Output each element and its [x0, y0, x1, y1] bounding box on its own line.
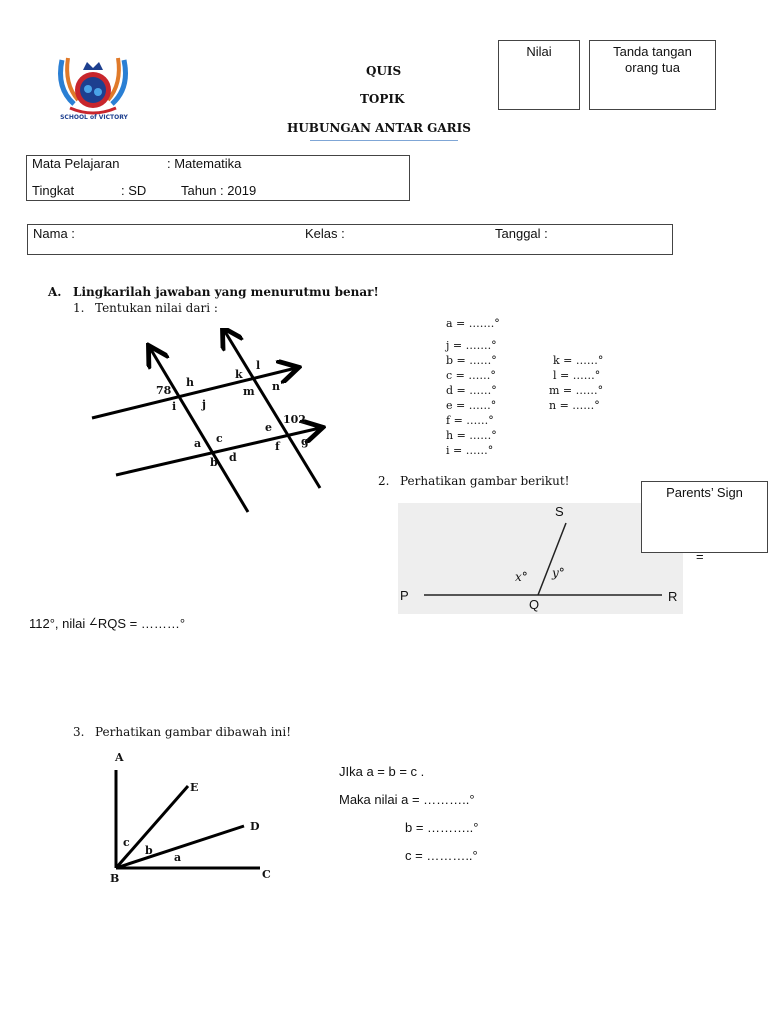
angle-102-label: 102: [283, 413, 306, 426]
score-box[interactable]: [498, 40, 580, 110]
answer-k[interactable]: k = ……°: [553, 354, 604, 367]
class-label: Kelas :: [305, 226, 345, 241]
level-label: Tingkat: [32, 183, 75, 198]
angle-n-label: n: [272, 380, 280, 393]
angle-g-label: g: [301, 435, 309, 448]
q2-statement: [29, 616, 185, 631]
angle-symbol: ∠: [88, 617, 98, 628]
point-p-label: P: [400, 588, 409, 603]
q2-number: 2.: [378, 474, 390, 488]
angle-78-label: 78: [156, 384, 172, 397]
angle-j-label: j: [202, 398, 206, 411]
point-q-label: Q: [529, 597, 540, 612]
angle-b-label: b: [210, 456, 218, 469]
quiz-title: QUIS: [366, 64, 402, 78]
q3-number: 3.: [73, 725, 85, 739]
q3-answer-b[interactable]: b = ………..°: [405, 820, 479, 835]
parallel-line-1: [92, 368, 296, 418]
point-d-label: D: [250, 820, 260, 833]
q3-text: Perhatikan gambar dibawah ini!: [95, 725, 292, 739]
point-e-label: E: [190, 781, 199, 794]
answer-a[interactable]: a = …….°: [446, 317, 500, 330]
q3-answer-c[interactable]: c = ………..°: [405, 848, 478, 863]
answer-c[interactable]: c = ……°: [446, 369, 496, 382]
topic-label: TOPIK: [360, 92, 405, 106]
q2-text: Perhatikan gambar berikut!: [400, 474, 570, 488]
angle-c-label: c: [216, 432, 223, 445]
school-name: SCHOOL of VICTORY: [60, 114, 128, 121]
q1-text: Tentukan nilai dari :: [95, 301, 218, 315]
angle-i-label: i: [172, 400, 177, 413]
school-logo: [52, 48, 134, 124]
angle-x-label: x°: [515, 570, 528, 584]
answer-b[interactable]: b = ……°: [446, 354, 497, 367]
overflow-equals: =: [696, 549, 704, 564]
date-label: Tanggal :: [495, 226, 548, 241]
q3-answer-a[interactable]: Maka nilai a = ………..°: [339, 792, 475, 807]
point-c-label: C: [262, 868, 271, 881]
line-qs: [538, 523, 566, 595]
angle-e-label: e: [265, 421, 272, 434]
answer-e[interactable]: e = ……°: [446, 399, 497, 412]
year-label: Tahun : 2019: [181, 183, 257, 198]
angle-b-small-label: b: [145, 844, 153, 857]
topic-title: HUBUNGAN ANTAR GARIS: [287, 121, 471, 135]
q3-condition: JIka a = b = c .: [339, 764, 425, 779]
angle-k-label: k: [235, 368, 243, 381]
angle-c-small-label: c: [123, 836, 130, 849]
parent-sign-box[interactable]: [589, 40, 716, 110]
transversal-line-1: [150, 348, 248, 512]
answer-d[interactable]: d = ……°: [446, 384, 497, 397]
angle-a-small-label: a: [174, 851, 182, 864]
q1-number: 1.: [73, 301, 85, 315]
level-value: : SD: [121, 183, 147, 198]
angle-l-label: l: [256, 359, 261, 372]
answer-h[interactable]: h = ……°: [446, 429, 497, 442]
angle-d-label: d: [229, 451, 237, 464]
parents-sign-box[interactable]: [641, 481, 768, 553]
answer-m[interactable]: m = ……°: [549, 384, 604, 397]
subject-value: : Matematika: [167, 156, 242, 171]
point-a-label: A: [115, 751, 124, 764]
answer-n[interactable]: n = ……°: [549, 399, 600, 412]
parent-sign-box-label: Tanda tangan orang tua: [613, 44, 692, 75]
answer-f[interactable]: f = ……°: [446, 414, 494, 427]
point-s-label: S: [555, 504, 564, 519]
angle-m-label: m: [243, 385, 255, 398]
q2-statement-prefix: 112°, nilai: [29, 616, 89, 631]
answer-i[interactable]: i = ……°: [446, 444, 494, 457]
q2-statement-suffix: RQS = ………°: [97, 616, 186, 631]
section-a-letter: A.: [48, 285, 62, 299]
point-r-label: R: [668, 589, 678, 604]
name-label: Nama :: [33, 226, 75, 241]
angle-f-label: f: [275, 440, 280, 453]
transversal-line-2: [224, 330, 320, 488]
answer-j[interactable]: j = …….°: [446, 339, 497, 352]
parents-sign-label: Parents’ Sign: [666, 485, 743, 500]
subject-box: [26, 155, 410, 201]
point-b-label: B: [110, 872, 120, 885]
score-box-label: Nilai: [526, 44, 552, 59]
subject-label: Mata Pelajaran: [32, 156, 120, 171]
topic-underline: [310, 140, 458, 141]
answer-l[interactable]: l = ……°: [553, 369, 601, 382]
angle-y-label: y°: [552, 566, 565, 580]
q3-angle-figure: [100, 760, 270, 880]
angle-a-label: a: [194, 437, 202, 450]
section-a-heading: Lingkarilah jawaban yang menurutmu benar!: [73, 285, 379, 299]
angle-h-label: h: [186, 376, 194, 389]
student-box[interactable]: [27, 224, 673, 255]
